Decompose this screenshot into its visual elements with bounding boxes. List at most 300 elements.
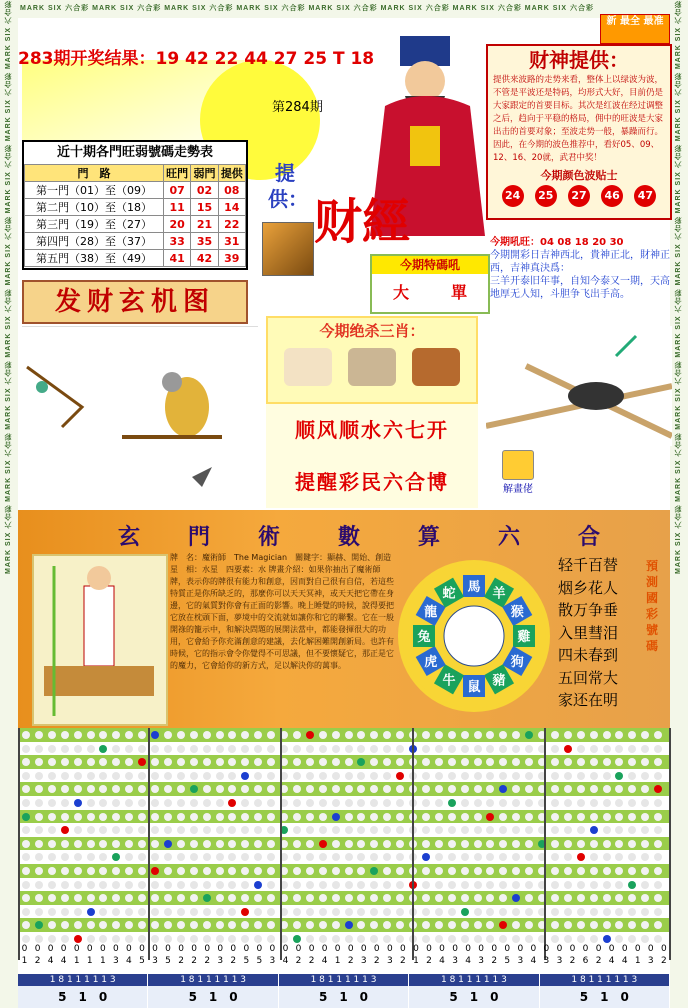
grid-dot [435, 758, 443, 766]
grid-dot [641, 894, 649, 902]
grid-number: 0 [660, 944, 667, 954]
grid-dot [474, 867, 482, 875]
tiger-image [262, 222, 314, 276]
grid-dot [435, 799, 443, 807]
grid-dot [293, 894, 301, 902]
side-caption: 預測國彩號碼 [646, 559, 659, 653]
grid-dot [332, 731, 340, 739]
grid-dot [138, 853, 146, 861]
grid-dot [332, 908, 340, 916]
grid-dot [422, 785, 430, 793]
grid-dot [486, 867, 494, 875]
grid-number: 5 [243, 956, 250, 966]
mystic-char: 術 [258, 524, 281, 550]
grid-dot [306, 826, 314, 834]
grid-dot [112, 785, 120, 793]
grid-dot [474, 894, 482, 902]
grid-dot [577, 758, 585, 766]
grid-dot [228, 813, 236, 821]
grid-dot [125, 772, 133, 780]
grid-dot [499, 826, 507, 834]
grid-dot [564, 853, 572, 861]
grid-dot [74, 853, 82, 861]
grid-dot [345, 745, 353, 753]
grid-dot [461, 772, 469, 780]
provide-label: 提供： [268, 161, 308, 211]
grid-dot [577, 935, 585, 943]
grid-number: 0 [152, 944, 158, 954]
footer-segment [18, 974, 148, 1008]
grid-dot [396, 853, 404, 861]
grid-dot [461, 826, 469, 834]
grid-dot [177, 799, 185, 807]
grid-dot [486, 908, 494, 916]
grid-dot [293, 772, 301, 780]
grid-number: 0 [426, 944, 432, 954]
grid-dot [577, 921, 585, 929]
grid-dot [357, 799, 365, 807]
grid-dot [306, 908, 314, 916]
grid-dot [190, 894, 198, 902]
grid-dot [319, 894, 327, 902]
grid-dot [603, 745, 611, 753]
grid-dot [112, 921, 120, 929]
grid-dot [138, 894, 146, 902]
grid-dot [190, 881, 198, 889]
grid-dot [164, 785, 172, 793]
grid-dot [61, 840, 69, 848]
grid-dot [35, 921, 43, 929]
grid-dot [164, 772, 172, 780]
grid-dot [125, 813, 133, 821]
grid-dot [216, 921, 224, 929]
grid-dot [74, 840, 82, 848]
grid-dot [603, 785, 611, 793]
grid-dot [345, 826, 353, 834]
grid-dot [228, 867, 236, 875]
grid-dot [525, 826, 533, 834]
grid-dot [22, 785, 30, 793]
grid-dot [332, 840, 340, 848]
grid-dot [112, 881, 120, 889]
grid-dot [448, 881, 456, 889]
jiemi-button[interactable] [494, 450, 542, 500]
poem-line: 烟乡花人 [558, 578, 619, 597]
grid-dot [499, 867, 507, 875]
grid-dot [474, 881, 482, 889]
grid-dot [164, 745, 172, 753]
grid-divider [18, 728, 20, 960]
grid-dot [177, 745, 185, 753]
grid-dot [525, 758, 533, 766]
grid-dot [177, 840, 185, 848]
grid-dot [590, 867, 598, 875]
grid-dot [216, 745, 224, 753]
last-result-banner: 283期开奖结果：19 42 22 44 27 25 T 18 [18, 49, 375, 69]
grid-dot [241, 772, 249, 780]
grid-number: 0 [517, 944, 524, 954]
grid-number: 0 [243, 944, 250, 954]
grid-dot [125, 745, 133, 753]
grid-dot [35, 853, 43, 861]
grid-number: 0 [504, 944, 511, 954]
table-row [25, 182, 246, 199]
grid-dot [254, 867, 262, 875]
grid-dot [306, 813, 314, 821]
grid-number: 0 [491, 944, 498, 954]
grid-dot [138, 813, 146, 821]
grid-dot [177, 758, 185, 766]
grid-dot [177, 867, 185, 875]
wheel-label: 豬 [492, 673, 506, 689]
grid-dot [74, 867, 82, 875]
grid-dot [461, 813, 469, 821]
grid-number: 0 [569, 944, 576, 954]
grid-dot [87, 921, 95, 929]
rabbit-icon [348, 348, 396, 386]
grid-dot [48, 908, 56, 916]
grid-dot [512, 894, 520, 902]
grid-dot [151, 799, 159, 807]
grid-dot [499, 813, 507, 821]
grid-dot [474, 853, 482, 861]
grid-dot [61, 813, 69, 821]
grid-number: 5 [504, 956, 511, 966]
grid-dot [422, 731, 430, 739]
grid-dot [396, 935, 404, 943]
grid-dot [577, 731, 585, 739]
grid-dot [22, 853, 30, 861]
grid-dot [112, 840, 120, 848]
grid-dot [35, 840, 43, 848]
grid-dot [396, 908, 404, 916]
grid-dot [525, 731, 533, 739]
grid-dot [345, 935, 353, 943]
grid-dot [190, 758, 198, 766]
animal-row [268, 344, 476, 390]
grid-dot [74, 921, 82, 929]
grid-dot [615, 853, 623, 861]
grid-dot [125, 881, 133, 889]
grid-dot [499, 785, 507, 793]
grid-dot [383, 853, 391, 861]
wheel-label: 馬 [467, 580, 481, 595]
grid-dot [564, 813, 572, 821]
recommend-line-3: 三羊开泰旧年事，自知今泰又一期，天高地厚无人知，斗胆争飞出手高。 [490, 276, 670, 300]
grid-dot [370, 745, 378, 753]
grid-row [18, 810, 670, 824]
grid-dot [512, 731, 520, 739]
grid-dot [396, 881, 404, 889]
grid-dot [22, 840, 30, 848]
grid-dot [396, 785, 404, 793]
grid-dot [486, 799, 494, 807]
grid-dot [74, 785, 82, 793]
grid-dot [319, 813, 327, 821]
grid-number: 0 [543, 944, 550, 954]
grid-dot [125, 894, 133, 902]
grid-dot [87, 731, 95, 739]
grid-dot [319, 745, 327, 753]
grid-dot [74, 799, 82, 807]
grid-dot [628, 853, 636, 861]
grid-dot [422, 745, 430, 753]
grid-dot [422, 772, 430, 780]
grid-dot [306, 921, 314, 929]
grid-dot [345, 772, 353, 780]
grid-dot [267, 921, 275, 929]
grid-dot [474, 772, 482, 780]
grid-dot [332, 894, 340, 902]
grid-dot [474, 731, 482, 739]
grid-dot [628, 894, 636, 902]
grid-dot [138, 745, 146, 753]
grid-dot [293, 826, 301, 834]
grid-dot [435, 908, 443, 916]
grid-dot [551, 785, 559, 793]
grid-dot [138, 731, 146, 739]
grid-dot [254, 908, 262, 916]
grid-dot [422, 908, 430, 916]
grid-dot [216, 772, 224, 780]
grid-dot [332, 799, 340, 807]
grid-dot [603, 840, 611, 848]
grid-dot [61, 935, 69, 943]
grid-dot [99, 731, 107, 739]
grid-dot [306, 881, 314, 889]
grid-dot [87, 881, 95, 889]
grid-dot [370, 908, 378, 916]
wheel-label: 蛇 [442, 586, 456, 602]
grid-dot [448, 935, 456, 943]
grid-dot [435, 785, 443, 793]
eagle-illustration [22, 327, 258, 507]
grid-number: 3 [152, 956, 158, 966]
grid-dot [48, 935, 56, 943]
grid-dot [422, 881, 430, 889]
grid-dot [61, 894, 69, 902]
grid-dot [177, 935, 185, 943]
grid-dot [306, 772, 314, 780]
grid-dot [22, 881, 30, 889]
footer-top: 1 8 1 1 1 1 1 3 [279, 974, 408, 986]
grid-dot [461, 935, 469, 943]
grid-dot [654, 826, 662, 834]
poem-line: 轻千百替 [558, 556, 619, 574]
grid-dot [203, 772, 211, 780]
grid-dot [319, 731, 327, 739]
grid-row [18, 823, 670, 837]
grid-dot [577, 853, 585, 861]
grid-dot [293, 908, 301, 916]
grid-row [18, 891, 670, 905]
grid-dot [551, 745, 559, 753]
grid-dot [370, 772, 378, 780]
grid-number: 1 [21, 956, 28, 966]
grid-dot [22, 894, 30, 902]
grid-dot [641, 935, 649, 943]
grid-number-row-2 [18, 956, 670, 968]
grid-dot [383, 921, 391, 929]
grid-dot [628, 758, 636, 766]
grid-dot [551, 813, 559, 821]
grid-dot [628, 881, 636, 889]
grid-dot [345, 908, 353, 916]
grid-number: 5 [256, 956, 263, 966]
grid-number: 2 [400, 956, 406, 966]
grid-dot [293, 853, 301, 861]
grid-dot [228, 935, 236, 943]
grid-dot [435, 731, 443, 739]
grid-dot [422, 813, 430, 821]
grid-dot [345, 921, 353, 929]
grid-dot [357, 908, 365, 916]
grid-dot [293, 921, 301, 929]
grid-dot [525, 921, 533, 929]
grid-dot [345, 881, 353, 889]
grid-dot [654, 772, 662, 780]
grid-dot [590, 785, 598, 793]
grid-dot [641, 881, 649, 889]
grid-number: 3 [556, 956, 563, 966]
grid-dot [357, 894, 365, 902]
grid-number: 0 [556, 944, 563, 954]
issue-number: 第284期 [272, 100, 323, 115]
grid-number: 2 [295, 956, 302, 966]
grid-dot [87, 758, 95, 766]
grid-dot [525, 745, 533, 753]
recommend-line-2: 今期開彩日吉神西北，貴神正北，財神正西，吉神真決爲： [490, 250, 670, 274]
grid-dot [590, 840, 598, 848]
grid-dot [525, 908, 533, 916]
grid-dot [151, 785, 159, 793]
ball: 24 [502, 185, 524, 207]
grid-dot [267, 731, 275, 739]
grid-dot [112, 853, 120, 861]
grid-dot [22, 826, 30, 834]
grid-dot [99, 853, 107, 861]
footer-top: 1 8 1 1 1 1 1 3 [18, 974, 147, 986]
grid-dot [590, 908, 598, 916]
grid-dot [654, 881, 662, 889]
grid-dot [628, 840, 636, 848]
grid-dot [48, 745, 56, 753]
wheel-label: 鼠 [467, 680, 481, 695]
grid-dot [551, 894, 559, 902]
grid-dot [577, 799, 585, 807]
grid-dot [512, 813, 520, 821]
grid-dot [641, 772, 649, 780]
grid-dot [590, 853, 598, 861]
grid-dot [138, 826, 146, 834]
grid-dot [422, 840, 430, 848]
grid-dot [512, 745, 520, 753]
grid-dot [125, 935, 133, 943]
grid-dot [590, 799, 598, 807]
grid-dot [422, 867, 430, 875]
grid-dot [203, 921, 211, 929]
grid-dot [396, 813, 404, 821]
grid-dot [499, 881, 507, 889]
tip-cell: 31 [218, 233, 245, 250]
grid-dot [615, 921, 623, 929]
grid-dot [164, 799, 172, 807]
trend-title: 近十期各門旺弱號碼走勢表 [56, 145, 213, 160]
grid-dot [190, 785, 198, 793]
grid-dot [628, 813, 636, 821]
grid-dot [99, 826, 107, 834]
grid-dot [164, 826, 172, 834]
grid-dot [22, 935, 30, 943]
grid-number-row-1 [18, 944, 670, 956]
grid-dot [577, 772, 585, 780]
grid-dot [396, 921, 404, 929]
grid-dot [370, 867, 378, 875]
bull-icon [486, 326, 672, 446]
riddle-picture [22, 326, 258, 506]
grid-dot [345, 785, 353, 793]
grid-dot [241, 881, 249, 889]
grid-dot [654, 840, 662, 848]
grid-dot [551, 867, 559, 875]
grid-dot [151, 772, 159, 780]
grid-dot [370, 785, 378, 793]
grid-dot [525, 853, 533, 861]
grid-dot [22, 772, 30, 780]
wealth-god-title: 财神提供： [529, 48, 629, 72]
grid-dot [112, 867, 120, 875]
footer-bottom: 5 1 0 [409, 986, 538, 1008]
grid-dot [564, 921, 572, 929]
grid-number: 3 [386, 956, 393, 966]
grid-dot [35, 799, 43, 807]
kill-three-zodiac-panel [266, 316, 478, 404]
grid-dot [332, 758, 340, 766]
grid-dot [435, 813, 443, 821]
grid-dot [499, 758, 507, 766]
grid-dot [654, 894, 662, 902]
grid-dot [332, 745, 340, 753]
grid-dot [654, 935, 662, 943]
grid-dot [99, 813, 107, 821]
grid-dot [603, 935, 611, 943]
book-icon [502, 450, 534, 480]
corner-badge: 新 最全 最准 [600, 14, 670, 44]
grid-divider [280, 728, 282, 960]
grid-dot [370, 921, 378, 929]
grid-dot [345, 813, 353, 821]
grid-dot [461, 908, 469, 916]
grid-dot [654, 867, 662, 875]
grid-dot [151, 894, 159, 902]
grid-dot [112, 894, 120, 902]
grid-dot [241, 908, 249, 916]
grid-dot [499, 908, 507, 916]
grid-number: 0 [230, 944, 237, 954]
grid-dot [615, 908, 623, 916]
recommend-panel [490, 236, 670, 326]
grid-dot [641, 731, 649, 739]
grid-dot [615, 813, 623, 821]
grid-dot [422, 921, 430, 929]
grid-dot [241, 813, 249, 821]
grid-dot [125, 799, 133, 807]
grid-number: 2 [347, 956, 354, 966]
slogan-panel [266, 404, 478, 508]
grid-number: 0 [47, 944, 54, 954]
grid-dot [99, 799, 107, 807]
grid-number: 0 [139, 944, 145, 954]
